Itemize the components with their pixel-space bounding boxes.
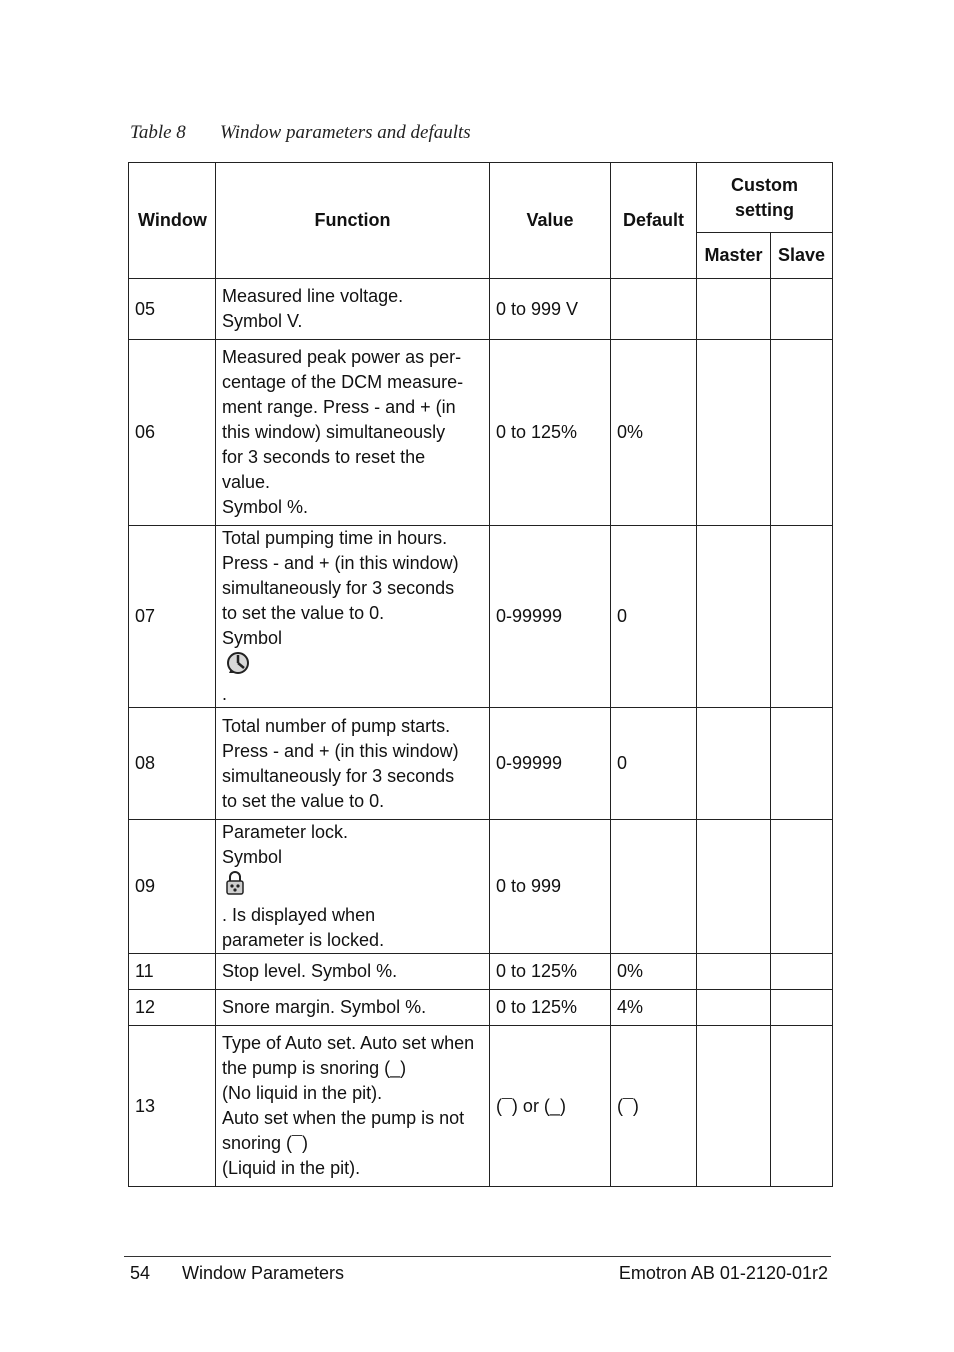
header-slave: Slave [771,233,833,279]
cell-value: 0 to 125% [490,990,611,1026]
cell-value: 0 to 125% [490,340,611,526]
function-line: value. [222,472,271,492]
table-row [129,820,833,954]
function-line: this window) simultaneously [222,422,446,442]
cell-value: (¯) or (_) [490,1026,611,1187]
table-row [129,990,833,1026]
cell-window: 11 [129,954,216,990]
header-default: Default [611,163,697,279]
cell-default: 0 [611,708,697,820]
symbol-suffix: . [222,684,228,704]
table-caption [130,122,471,144]
cell-value: 0 to 999 V [490,279,611,340]
section-name: Window Parameters [182,1263,345,1283]
function-line: Press - and + (in this window) [222,553,459,573]
cell-value: 0-99999 [490,526,611,708]
cell-window: 08 [129,708,216,820]
function-line: the pump is snoring (_) [222,1058,407,1078]
cell-default [611,820,697,954]
function-line: (No liquid in the pit). [222,1083,383,1103]
function-line: for 3 seconds to reset the [222,447,426,467]
table-row [129,340,833,526]
function-line: (Liquid in the pit). [222,1158,361,1178]
function-line: to set the value to 0. [222,603,385,623]
cell-default: 4% [611,990,697,1026]
cell-slave [771,708,833,820]
function-line: Type of Auto set. Auto set when [222,1033,475,1053]
cell-master [697,708,771,820]
cell-default: 0% [611,954,697,990]
cell-master [697,820,771,954]
cell-value: 0 to 999 [490,820,611,954]
cell-slave [771,954,833,990]
footer-left [130,1263,344,1284]
cell-function [216,526,490,708]
function-line: parameter is locked. [222,930,385,950]
cell-window: 06 [129,340,216,526]
cell-default [611,279,697,340]
function-line: Parameter lock. [222,822,349,842]
cell-master [697,526,771,708]
function-line: Total pumping time in hours. [222,528,448,548]
cell-function [216,279,490,340]
caption-number: Table 8 [130,122,186,143]
cell-slave [771,279,833,340]
function-line: snoring (¯) [222,1133,308,1153]
function-line: ment range. Press - and + (in [222,397,456,417]
function-line: Snore margin. Symbol %. [222,997,427,1017]
cell-function [216,820,490,954]
cell-function [216,1026,490,1187]
cell-master [697,279,771,340]
function-line: simultaneously for 3 seconds [222,578,455,598]
footer-rule [124,1256,831,1257]
function-line: to set the value to 0. [222,790,385,811]
function-line-symbol [222,845,483,928]
function-line: Measured peak power as per- [222,347,462,367]
function-line: simultaneously for 3 seconds [222,765,455,786]
padlock-icon [225,870,480,903]
function-line: Press - and + (in this window) [222,740,459,761]
cell-default: 0 [611,526,697,708]
cell-master [697,340,771,526]
function-line: centage of the DCM measure- [222,372,464,392]
page-number: 54 [130,1263,151,1283]
function-line: Symbol %. [222,497,309,517]
cell-master [697,990,771,1026]
header-custom-line2: setting [734,199,794,220]
function-line: Auto set when the pump is not [222,1108,465,1128]
header-master: Master [697,233,771,279]
symbol-prefix: Symbol [222,628,283,648]
parameters-table [128,162,833,1187]
table-row [129,708,833,820]
cell-slave [771,526,833,708]
header-value: Value [490,163,611,279]
function-line: Total number of pump starts. [222,715,451,736]
caption-title: Window parameters and defaults [220,122,471,143]
cell-function [216,990,490,1026]
cell-function [216,340,490,526]
cell-function [216,954,490,990]
cell-slave [771,820,833,954]
table-row [129,1026,833,1187]
cell-window: 12 [129,990,216,1026]
header-window: Window [129,163,216,279]
table-row [129,279,833,340]
cell-slave [771,340,833,526]
symbol-suffix: . Is displayed when [222,905,376,925]
clock-icon [225,651,480,682]
function-line: Measured line voltage. [222,286,404,306]
cell-value: 0 to 125% [490,954,611,990]
cell-slave [771,1026,833,1187]
cell-function [216,708,490,820]
function-line-symbol [222,626,483,707]
header-custom-setting [697,163,833,233]
cell-default: 0% [611,340,697,526]
cell-master [697,954,771,990]
cell-default: (¯) [611,1026,697,1187]
header-function: Function [216,163,490,279]
cell-window: 07 [129,526,216,708]
cell-value: 0-99999 [490,708,611,820]
cell-master [697,1026,771,1187]
cell-window: 05 [129,279,216,340]
header-custom-line1: Custom [731,174,798,195]
cell-window: 09 [129,820,216,954]
function-line: Stop level. Symbol %. [222,961,398,981]
table-row [129,526,833,708]
cell-slave [771,990,833,1026]
symbol-prefix: Symbol [222,847,283,867]
table-row [129,954,833,990]
document-id: Emotron AB 01-2120-01r2 [618,1263,828,1283]
function-line: Symbol V. [222,311,303,331]
cell-window: 13 [129,1026,216,1187]
